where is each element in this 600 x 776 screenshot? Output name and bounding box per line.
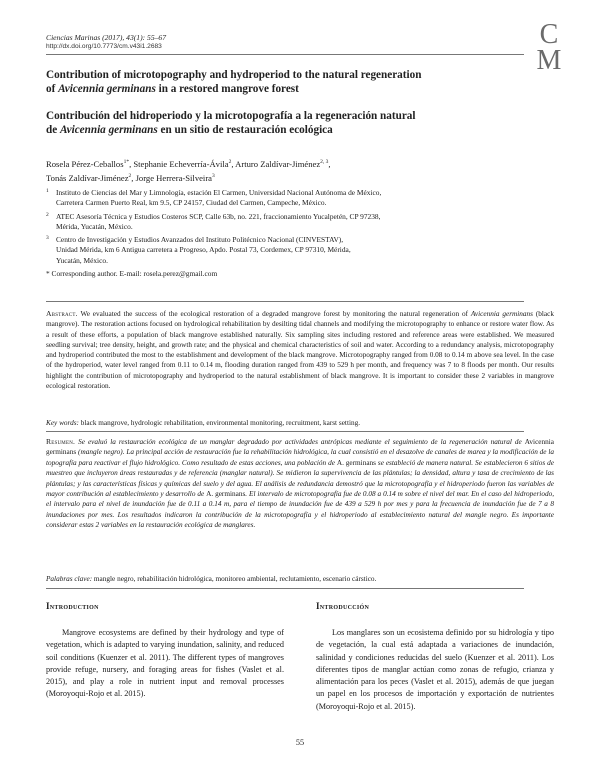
keywords-label: Palabras clave: <box>46 575 93 583</box>
logo-letter-m: M <box>536 45 562 76</box>
title-spanish-line2: de Avicennia germinans en un sitio de restauración ecológica <box>46 123 333 136</box>
author-name: Arturo Zaldívar-Jiménez <box>235 158 321 169</box>
title-english <box>46 69 566 97</box>
title-english-line1: Contribution of microtopography and hydroperiod to the natural regeneration <box>46 69 422 81</box>
abstract-english: Abstract. We evaluated the success of the ecological restoration of a degraded mangrove forest by monitoring the natural regeneration of Avicennia germinans (black mangrove). The restoration actions focused on hydrological rehabilitation by desilting tidal channels and modifying the microtopography to enhance or restore water flow. As a result of these efforts, a population of black mangrove established naturally. Six sampling sites including restored and reference areas were established. We measured seedling survival; tree density, height, and growth rate; and the physical and chemical characteristics of soil and water. According to a redundancy analysis, microtopography and hydroperiod contributed the most to the establishment and development of the black mangrove. Microtopography ranged from 0.08 to 0.14 m above sea level. In the case of the hydroperiod, water level ranged from 0.11 to 0.14 m, flooding duration ranged from 439 to 529 h per month, and frequency was 7 to 8 floods per month. Our results highlight the contribution of microtopography and hydroperiod to the natural establishment of black mangrove. It is important to consider these 2 variables in mangrove ecological restoration. <box>46 309 554 391</box>
title-english-line2: of Avicennia germinans in a restored mangrove forest <box>46 82 299 95</box>
header-rule <box>46 54 524 55</box>
intro-spanish-text: Los manglares son un ecosistema definido por su hidrología y tipo de vegetación, la cual está adaptada a variaciones de inundación, salinidad y condiciones reducidas del suelo (Kuenzer et al. 2011). Los diferentes tipos de manglar actúan como zonas de refugio, crianza y alimentación para los peces (Vaslet et al. 2015), además de que juegan un papel en los procesos de importación y exportación de nutrientes (Moroyoqui-Rojo et al. 2015). <box>316 628 554 711</box>
author-name: Tonás Zaldívar-Jiménez <box>46 172 129 183</box>
keywords-label: Key words: <box>46 419 79 427</box>
abstract-spanish: Resumen. Se evaluó la restauración ecológica de un manglar degradado por actividades antrópicas mediante el seguimiento de la regeneración natural de Avicennia germinans (mangle negro). La principal acción de restauración fue la rehabilitación hidrológica, la cual consistió en el desazolve de canales de marea y la modificación de la topografía para reactivar el flujo hidrológico. Como resultado de estas acciones, una población de A. germinans se estableció de manera natural. Se establecieron 6 sitios de muestreo que incluyeron áreas restauradas y de referencia (manglar natural). Se midieron la supervivencia de las plántulas; la densidad, altura y tasa de crecimiento de las plántulas; y las características físicas y químicas del suelo y del agua. El análisis de redundancia demostró que la microtopografía y el hidroperiodo fueron las variables de mayor contribución al establecimiento y desarrollo de A. germinans. El intervalo de microtopografía fue de 0.08 a 0.14 m sobre el nivel del mar. En el caso del hidroperiodo, el intervalo para el nivel de inundación fue de 0.11 a 0.14 m, para el tiempo de inundación fue de 439 a 529 h por mes y para la frecuencia de inundación fue de 7 a 8 inundaciones por mes. Los resultados indicaron la contribución de la microtopografía y el hidroperiodo al establecimiento natural del mangle negro. Es importante considerar estas 2 variables en la restauración ecológica de manglares. <box>46 437 555 530</box>
title-spanish <box>46 110 566 138</box>
affiliation-item: 1 Instituto de Ciencias del Mar y Limnología, estación El Carmen, Universidad Nacional Autónoma de México, Carretera Carmen Puerto Real, km 9.5, CP 24157, Ciudad del Carmen, Campeche, México. <box>46 188 382 208</box>
affiliation-item: 3 Centro de Investigación y Estudios Avanzados del Instituto Politécnico Nacional (CINVESTAV), Unidad Mérida, km 6 Antigua carretera a Progreso, Apdo. Postal 73, Cordemex, CP 97310, Mérida, Yucatán, México. <box>46 235 351 265</box>
author-name: Stephanie Echeverría-Ávila <box>133 158 229 169</box>
resumen-top-rule <box>46 431 524 432</box>
title-spanish-line1: Contribución del hidroperiodo y la microtopografía a la regeneración natural <box>46 110 416 122</box>
affiliation-item: 2 ATEC Asesoría Técnica y Estudios Costeros SCP, Calle 63b, no. 221, fraccionamiento Yucalpetén, CP 97238, Mérida, Yucatán, México. <box>46 211 381 231</box>
heading-introduction: Introduction <box>46 601 99 611</box>
author-list: Rosela Pérez-Ceballos$^{1*}$, Stephanie Echeverría-Ávila$^2$, Arturo Zaldívar-Jiménez$^{2, 3}$, Tonás Zaldívar-Jiménez$^2$, Jorge Herrera-Silveira$^3$ <box>46 158 331 183</box>
author-name: Rosela Pérez-Ceballos <box>46 158 124 169</box>
species-name: Avicennia germinans <box>470 310 533 318</box>
body-top-rule <box>46 588 524 589</box>
page-number: 55 <box>295 738 305 747</box>
keywords-spanish: Palabras clave: mangle negro, rehabilitación hidrológica, monitoreo ambiental, reclutamiento, escenario cárstico. <box>46 575 377 583</box>
author-name: Jorge Herrera-Silveira <box>135 172 212 183</box>
affiliations <box>46 188 546 279</box>
journal-citation: Ciencias Marinas (2017), 43(1): 55–67 <box>46 33 167 42</box>
corresponding-author: * Corresponding author. E-mail: rosela.perez@gmail.com <box>46 269 218 279</box>
abstract-label: Abstract. <box>46 309 78 318</box>
species-name: Avicennia germinans <box>58 82 156 95</box>
logo-letter-c: C <box>539 19 559 50</box>
resumen-label: Resumen. <box>46 437 76 446</box>
heading-introduccion: Introducción <box>316 601 370 611</box>
keywords-english: Key words: black mangrove, hydrologic rehabilitation, environmental monitoring, recruitment, karst setting. <box>46 419 361 427</box>
species-name: Avicennia germinans <box>59 123 158 136</box>
abstract-top-rule <box>46 301 524 302</box>
intro-english-text: Mangrove ecosystems are defined by their hydrology and type of vegetation, which is adapted to varying inundation, salinity, and reduced soil conditions (Kuenzer et al. 2011). The different types of mangroves provide refuge, nursery, and foraging areas for fishes (Vaslet et al. 2015), and play a role in nutrient input and removal processes (Moroyoqui-Rojo et al. 2015). <box>46 628 284 699</box>
doi-link[interactable]: http://dx.doi.org/10.7773/cm.v43i1.2683 <box>46 43 162 50</box>
